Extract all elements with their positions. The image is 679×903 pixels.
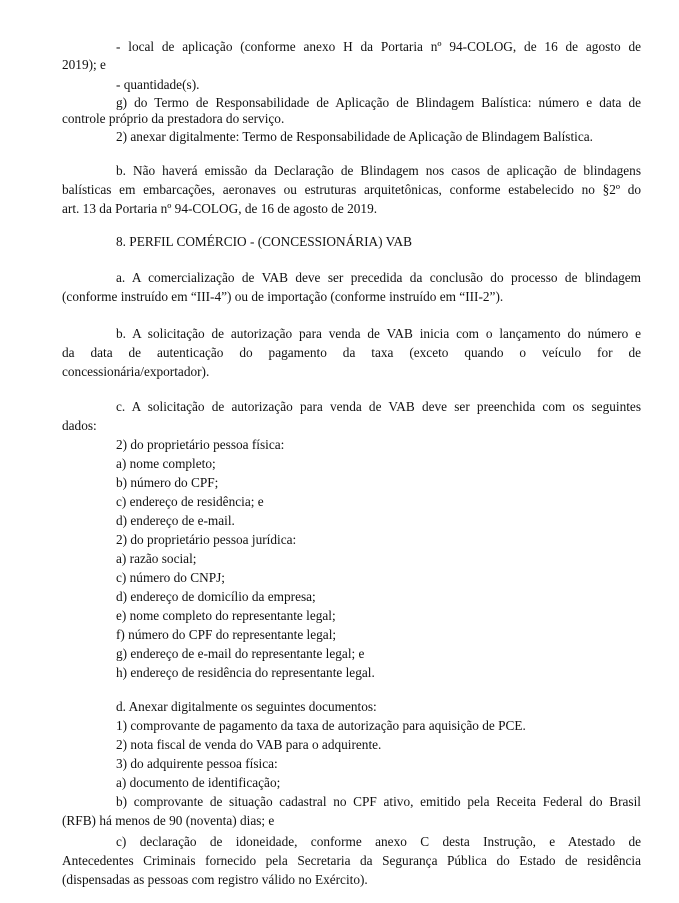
list-item: h) endereço de residência do representante legal.	[116, 665, 375, 680]
text-line: balísticas em embarcações, aeronaves ou estruturas arquitetônicas, conforme estabelecido no §2º do	[62, 182, 641, 197]
text-line: c. A solicitação de autorização para venda de VAB deve ser preenchida com os seguintes	[116, 399, 641, 414]
list-item: 2) do proprietário pessoa física:	[116, 437, 285, 452]
list-item: c) declaração de idoneidade, conforme anexo C desta Instrução, e Atestado de	[116, 834, 641, 849]
text-line: d. Anexar digitalmente os seguintes documentos:	[116, 699, 377, 714]
list-item: a) nome completo;	[116, 456, 216, 471]
list-item: b) comprovante de situação cadastral no CPF ativo, emitido pela Receita Federal do Brasil	[116, 794, 641, 809]
text-line: - local de aplicação (conforme anexo H da Portaria nº 94-COLOG, de 16 de agosto de	[116, 39, 641, 54]
list-item: d) endereço de e-mail.	[116, 513, 235, 528]
list-item: 2) do proprietário pessoa jurídica:	[116, 532, 297, 547]
text-line: concessionária/exportador).	[62, 364, 210, 379]
text-line: (dispensadas as pessoas com registro válido no Exército).	[62, 872, 368, 887]
text-line: g) do Termo de Responsabilidade de Aplicação de Blindagem Balística: número e data de	[116, 95, 641, 110]
text-line: Antecedentes Criminais fornecido pela Secretaria da Segurança Pública do Estado de residência	[62, 853, 641, 868]
list-item: d) endereço de domicílio da empresa;	[116, 589, 316, 604]
list-item: f) número do CPF do representante legal;	[116, 627, 337, 642]
list-item: 3) do adquirente pessoa física:	[116, 756, 278, 771]
text-line: b. A solicitação de autorização para venda de VAB inicia com o lançamento do número e	[116, 326, 641, 341]
list-item: g) endereço de e-mail do representante legal; e	[116, 646, 365, 661]
list-item: e) nome completo do representante legal;	[116, 608, 336, 623]
text-line: a. A comercialização de VAB deve ser precedida da conclusão do processo de blindagem	[116, 270, 641, 285]
text-line: - quantidade(s).	[116, 77, 200, 92]
list-item: 1) comprovante de pagamento da taxa de autorização para aquisição de PCE.	[116, 718, 526, 733]
text-line: art. 13 da Portaria nº 94-COLOG, de 16 de agosto de 2019.	[62, 201, 378, 216]
text-line: dados:	[62, 418, 97, 433]
list-item: c) endereço de residência; e	[116, 494, 264, 509]
list-item: a) razão social;	[116, 551, 197, 566]
text-line: (RFB) há menos de 90 (noventa) dias; e	[62, 813, 275, 828]
text-line: (conforme instruído em “III-4”) ou de importação (conforme instruído em “III-2”).	[62, 289, 504, 304]
text-line: 2019); e	[62, 57, 106, 72]
text-line: 2) anexar digitalmente: Termo de Responsabilidade de Aplicação de Blindagem Balística.	[116, 129, 593, 144]
list-item: 2) nota fiscal de venda do VAB para o adquirente.	[116, 737, 382, 752]
section-heading: 8. PERFIL COMÉRCIO - (CONCESSIONÁRIA) VAB	[116, 234, 413, 249]
text-line: controle próprio da prestadora do serviço.	[62, 111, 285, 126]
list-item: a) documento de identificação;	[116, 775, 281, 790]
list-item: b) número do CPF;	[116, 475, 219, 490]
text-line: da data de autenticação do pagamento da taxa (exceto quando o veículo for de	[62, 345, 641, 360]
list-item: c) número do CNPJ;	[116, 570, 225, 585]
text-line: b. Não haverá emissão da Declaração de Blindagem nos casos de aplicação de blindagens	[116, 163, 641, 178]
